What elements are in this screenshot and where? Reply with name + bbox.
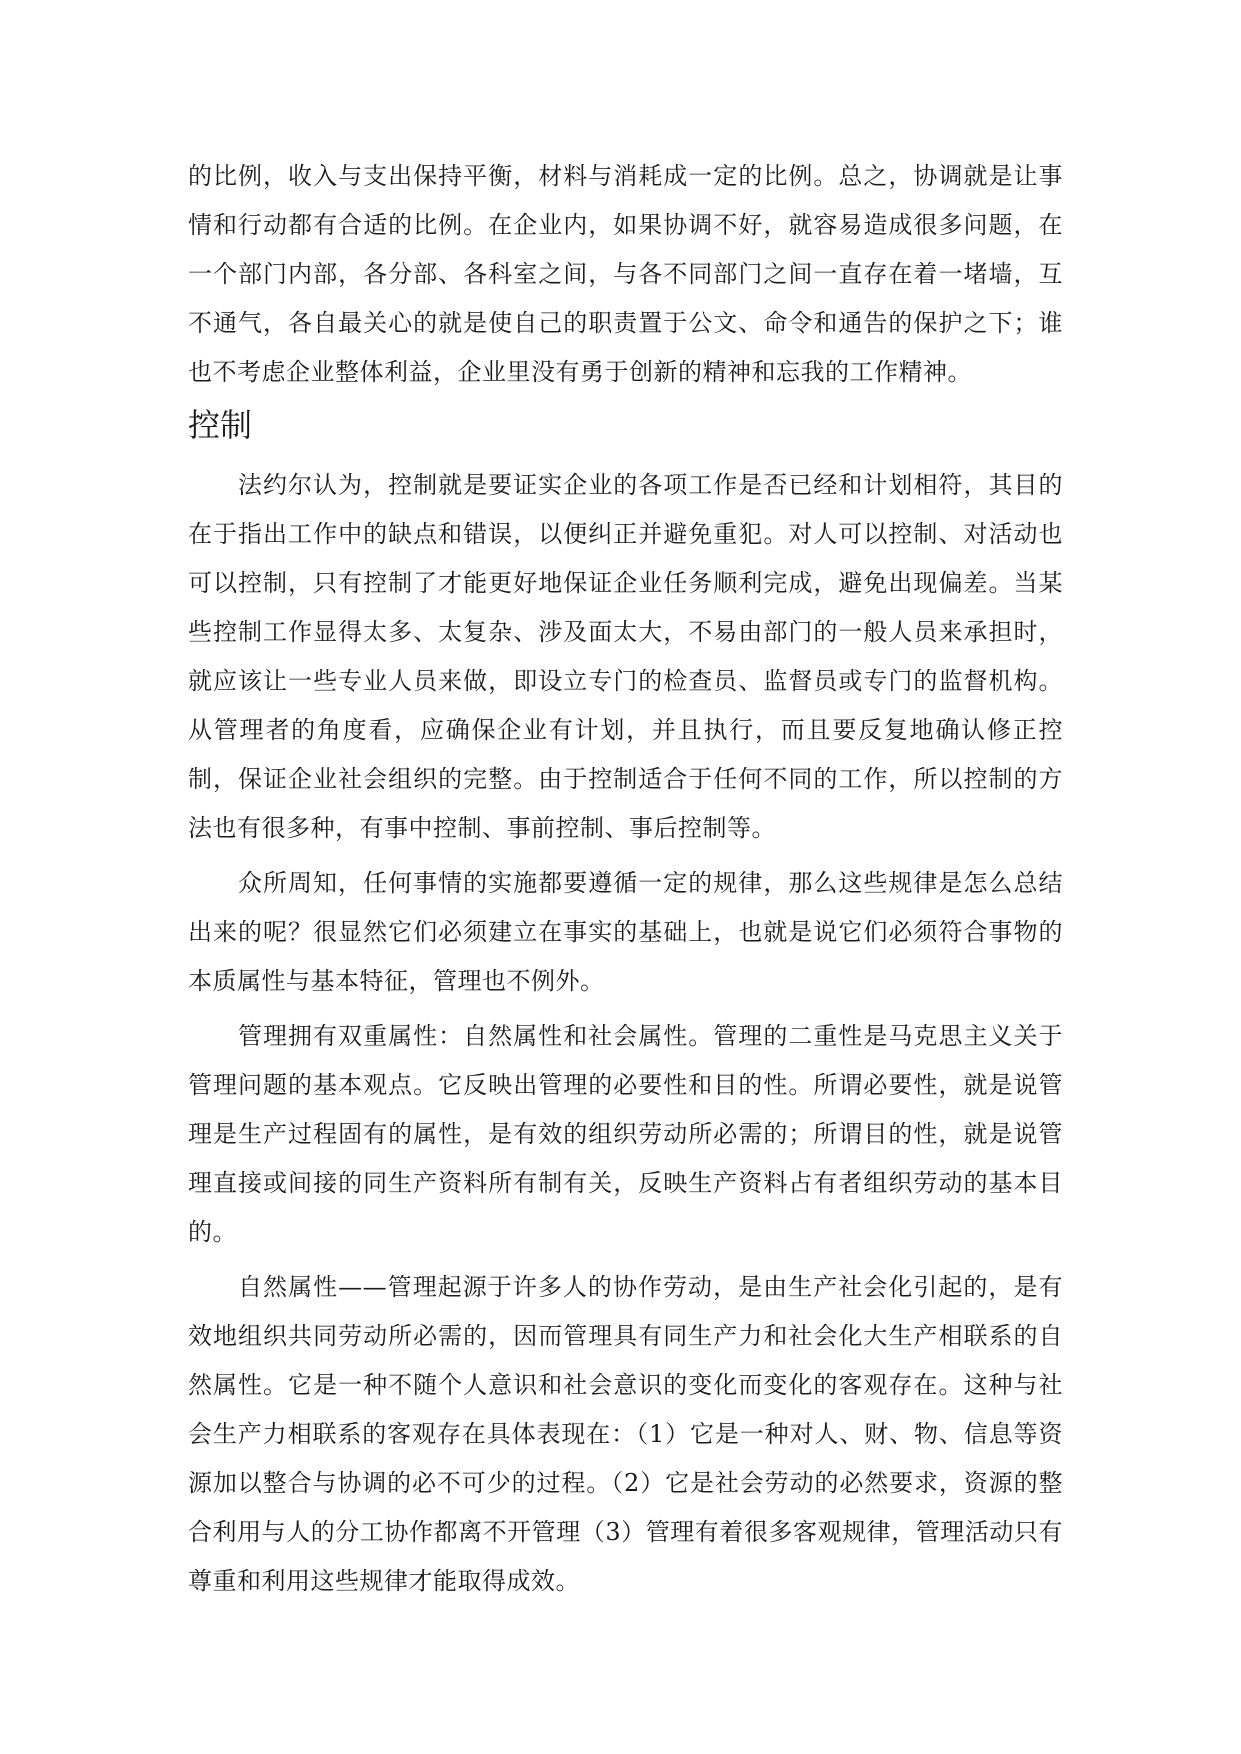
paragraph-laws: 众所周知，任何事情的实施都要遵循一定的规律，那么这些规律是怎么总结出来的呢？很显然它们必须建立在事实的基础上，也就是说它们必须符合事物的本质属性与基本特征，管理也不例外。	[188, 869, 1063, 995]
document-body	[188, 152, 1063, 1606]
paragraph-control-definition: 法约尔认为，控制就是要证实企业的各项工作是否已经和计划相符，其目的在于指出工作中的缺点和错误，以便纠正并避免重犯。对人可以控制、对活动也可以控制，只有控制了才能更好地保证企业任务顺利完成，避免出现偏差。当某些控制工作显得太多、太复杂、涉及面太大，不易由部门的一般人员来承担时，就应该让一些专业人员来做，即设立专门的检查员、监督员或专门的监督机构。从管理者的角度看，应确保企业有计划，并且执行，而且要反复地确认修正控制，保证企业社会组织的完整。由于控制适合于任何不同的工作，所以控制的方法也有很多种，有事中控制、事前控制、事后控制等。	[188, 471, 1063, 842]
paragraph-natural-attribute: 自然属性——管理起源于许多人的协作劳动，是由生产社会化引起的，是有效地组织共同劳动所必需的，因而管理具有同生产力和社会化大生产相联系的自然属性。它是一种不随个人意识和社会意识的变化而变化的客观存在。这种与社会生产力相联系的客观存在具体表现在：（1）它是一种对人、财、物、信息等资源加以整合与协调的必不可少的过程。（2）它是社会劳动的必然要求，资源的整合利用与人的分工协作都离不开管理（3）管理有着很多客观规律，管理活动只有尊重和利用这些规律才能取得成效。	[188, 1273, 1063, 1595]
intro-paragraph: 的比例，收入与支出保持平衡，材料与消耗成一定的比例。总之，协调就是让事情和行动都有合适的比例。在企业内，如果协调不好，就容易造成很多问题，在一个部门内部，各分部、各科室之间，与各不同部门之间一直存在着一堵墙，互不通气，各自最关心的就是使自己的职责置于公文、命令和通告的保护之下；谁也不考虑企业整体利益，企业里没有勇于创新的精神和忘我的工作精神。	[188, 162, 1063, 386]
section-heading-control: 控制	[188, 406, 253, 444]
paragraph-dual-nature: 管理拥有双重属性：自然属性和社会属性。管理的二重性是马克思主义关于管理问题的基本观点。它反映出管理的必要性和目的性。所谓必要性，就是说管理是生产过程固有的属性，是有效的组织劳动所必需的；所谓目的性，就是说管理直接或间接的同生产资料所有制有关，反映生产资料占有者组织劳动的基本目的。	[188, 1022, 1063, 1246]
